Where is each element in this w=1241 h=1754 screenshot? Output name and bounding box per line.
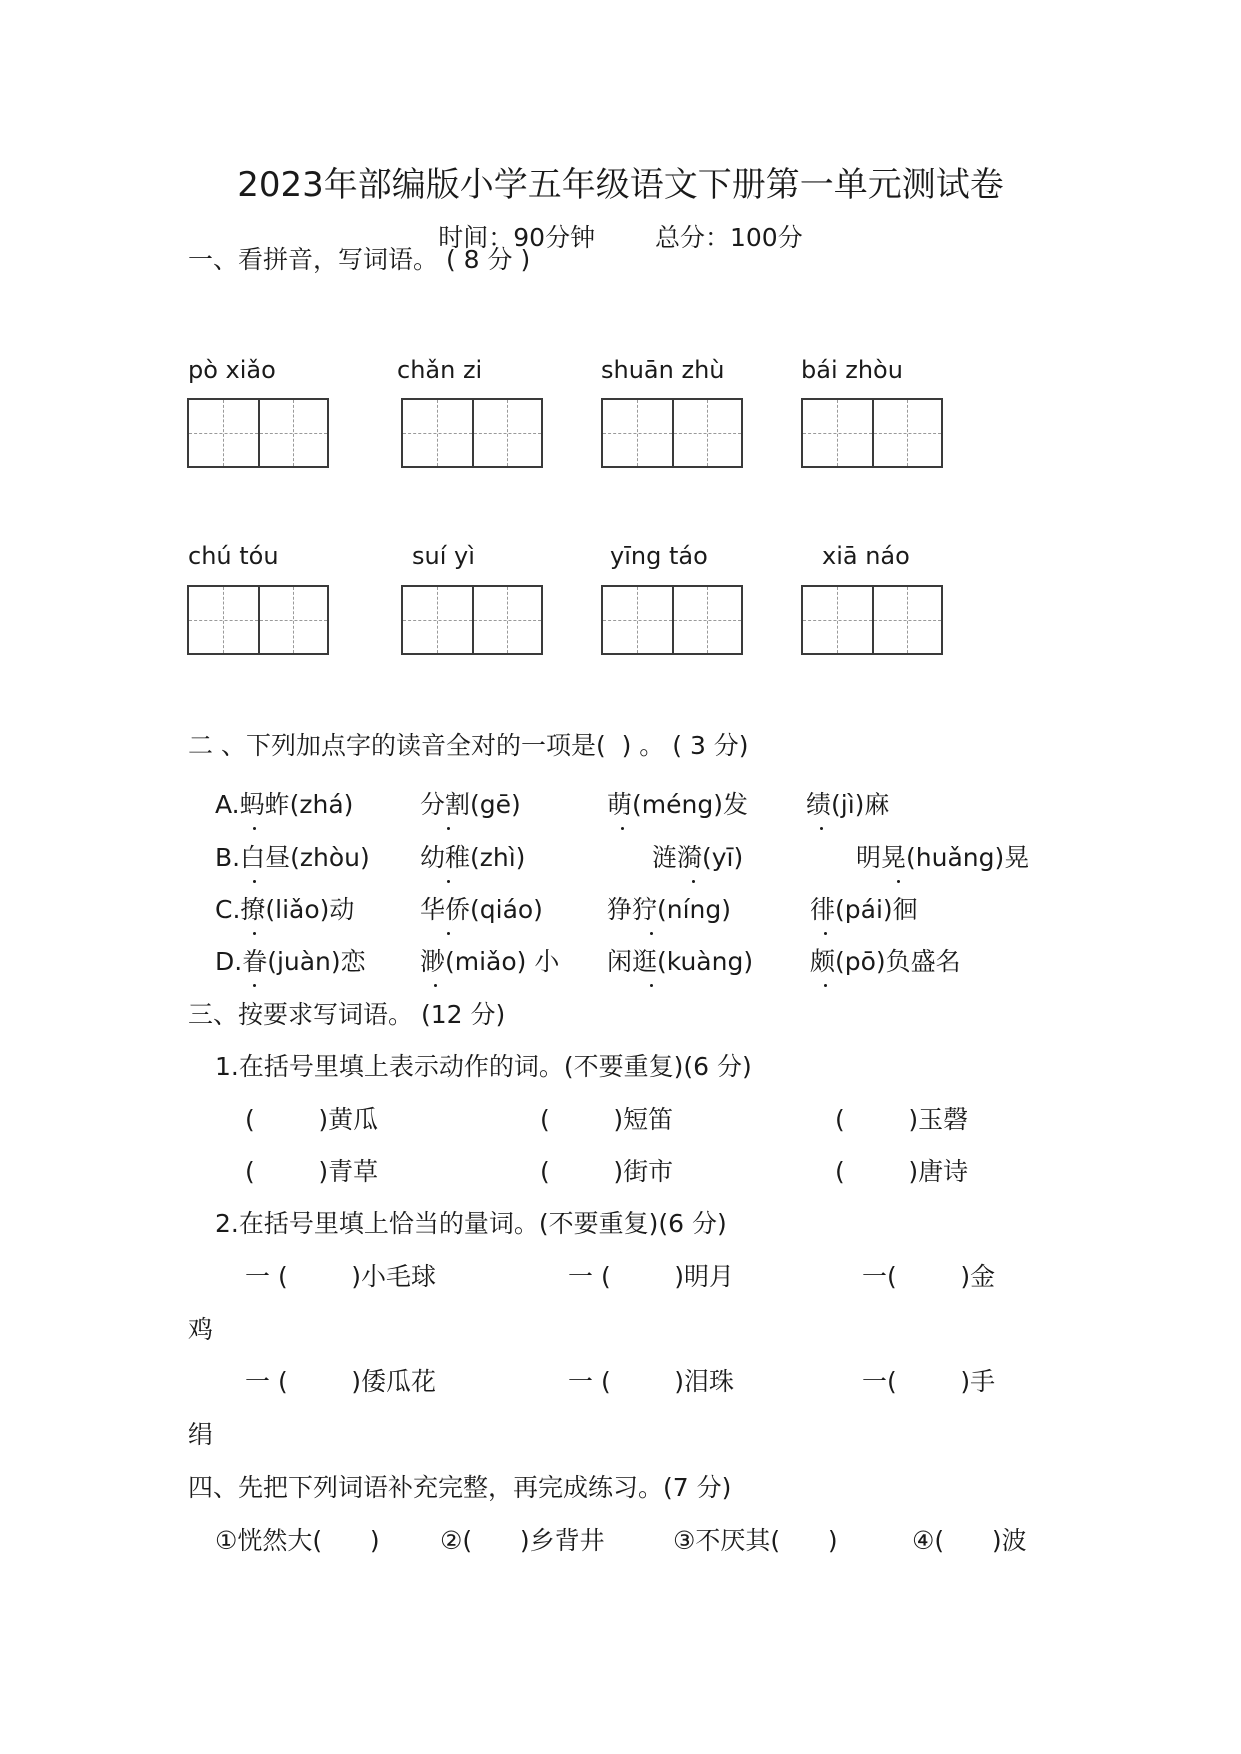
emphasis-dot (447, 932, 450, 935)
emphasis-dot (447, 880, 450, 883)
section-2-heading: 二 、下列加点字的读音全对的一项是( ) 。 ( 3 分) (188, 731, 749, 760)
exam-total: 总分：100分 (655, 223, 803, 252)
emphasis-dot (447, 827, 450, 830)
emphasis-dot (253, 827, 256, 830)
fill-blank[interactable]: 一 ( )泪珠 (568, 1367, 735, 1396)
fill-blank[interactable]: ( )唐诗 (835, 1157, 969, 1186)
option-item: 分割(gē) (420, 790, 521, 819)
option-item: D.眷(juàn)恋 (215, 947, 366, 976)
option-item: 绩(jì)麻 (806, 790, 890, 819)
fill-blank[interactable]: 一 ( )明月 (568, 1262, 735, 1291)
section-4-heading: 四、先把下列词语补充完整，再完成练习。(7 分) (188, 1473, 732, 1502)
option-item: B.白昼(zhòu) (215, 843, 370, 872)
option-item: A.蚂蚱(zhá) (215, 790, 354, 819)
writing-grid[interactable] (187, 585, 329, 655)
pinyin-label: shuān zhù (601, 356, 725, 384)
emphasis-dot (897, 880, 900, 883)
fill-blank[interactable]: ( )短笛 (540, 1105, 674, 1134)
pinyin-label: pò xiǎo (188, 356, 276, 384)
idiom-blank[interactable]: ②( )乡背井 (440, 1526, 605, 1555)
option-item: 幼稚(zhì) (420, 843, 526, 872)
fill-blank[interactable]: ( )玉磬 (835, 1105, 969, 1134)
writing-grid[interactable] (601, 585, 743, 655)
wrapped-char: 鸡 (188, 1315, 214, 1344)
emphasis-dot (621, 827, 624, 830)
fill-blank[interactable]: 一( )金 (862, 1262, 996, 1291)
emphasis-dot (253, 932, 256, 935)
option-item: 颇(pō)负盛名 (810, 947, 961, 976)
idiom-blank[interactable]: ③不厌其( ) (673, 1526, 838, 1555)
option-item: 涟漪(yī) (652, 843, 744, 872)
exam-time: 时间：90分钟 (438, 223, 596, 252)
pinyin-label: bái zhòu (801, 356, 903, 384)
emphasis-dot (434, 984, 437, 987)
page-title: 2023年部编版小学五年级语文下册第一单元测试卷 (237, 165, 1004, 205)
option-item: 明晃(huǎng)晃 (856, 843, 1030, 872)
emphasis-dot (253, 984, 256, 987)
writing-grid[interactable] (187, 398, 329, 468)
section-3-heading: 三、按要求写词语。 (12 分) (188, 1000, 506, 1029)
writing-grid[interactable] (401, 398, 543, 468)
writing-grid[interactable] (801, 585, 943, 655)
section-1-heading: 一、看拼音，写词语。 ( 8 分 ) (188, 245, 531, 274)
emphasis-dot (824, 932, 827, 935)
emphasis-dot (820, 827, 823, 830)
question-3-1: 1.在括号里填上表示动作的词。(不要重复)(6 分) (215, 1052, 752, 1081)
exam-info (0, 218, 1241, 254)
writing-grid[interactable] (401, 585, 543, 655)
option-item: 徘(pái)徊 (810, 895, 918, 924)
pinyin-label: chú tóu (188, 542, 279, 570)
emphasis-dot (824, 984, 827, 987)
idiom-blank[interactable]: ①恍然大( ) (215, 1526, 380, 1555)
option-item: 闲逛(kuàng) (607, 947, 754, 976)
option-item: 华侨(qiáo) (420, 895, 543, 924)
emphasis-dot (692, 880, 695, 883)
fill-blank[interactable]: ( )青草 (245, 1157, 379, 1186)
option-item: 渺(miǎo) 小 (420, 947, 560, 976)
fill-blank[interactable]: 一 ( )倭瓜花 (245, 1367, 437, 1396)
pinyin-label: yīng táo (610, 542, 708, 570)
option-item: 狰狞(níng) (607, 895, 732, 924)
fill-blank[interactable]: 一 ( )小毛球 (245, 1262, 437, 1291)
emphasis-dot (650, 984, 653, 987)
question-3-2: 2.在括号里填上恰当的量词。(不要重复)(6 分) (215, 1209, 727, 1238)
idiom-blank[interactable]: ④( )波 (912, 1526, 1027, 1555)
pinyin-label: xiā náo (822, 542, 910, 570)
pinyin-label: chǎn zi (397, 356, 483, 384)
wrapped-char: 绢 (188, 1420, 214, 1449)
fill-blank[interactable]: ( )街市 (540, 1157, 674, 1186)
emphasis-dot (253, 880, 256, 883)
option-item: C.撩(liǎo)动 (215, 895, 355, 924)
writing-grid[interactable] (601, 398, 743, 468)
fill-blank[interactable]: 一( )手 (862, 1367, 996, 1396)
pinyin-label: suí yì (412, 542, 475, 570)
fill-blank[interactable]: ( )黄瓜 (245, 1105, 379, 1134)
emphasis-dot (650, 932, 653, 935)
option-item: 萌(méng)发 (607, 790, 748, 819)
writing-grid[interactable] (801, 398, 943, 468)
